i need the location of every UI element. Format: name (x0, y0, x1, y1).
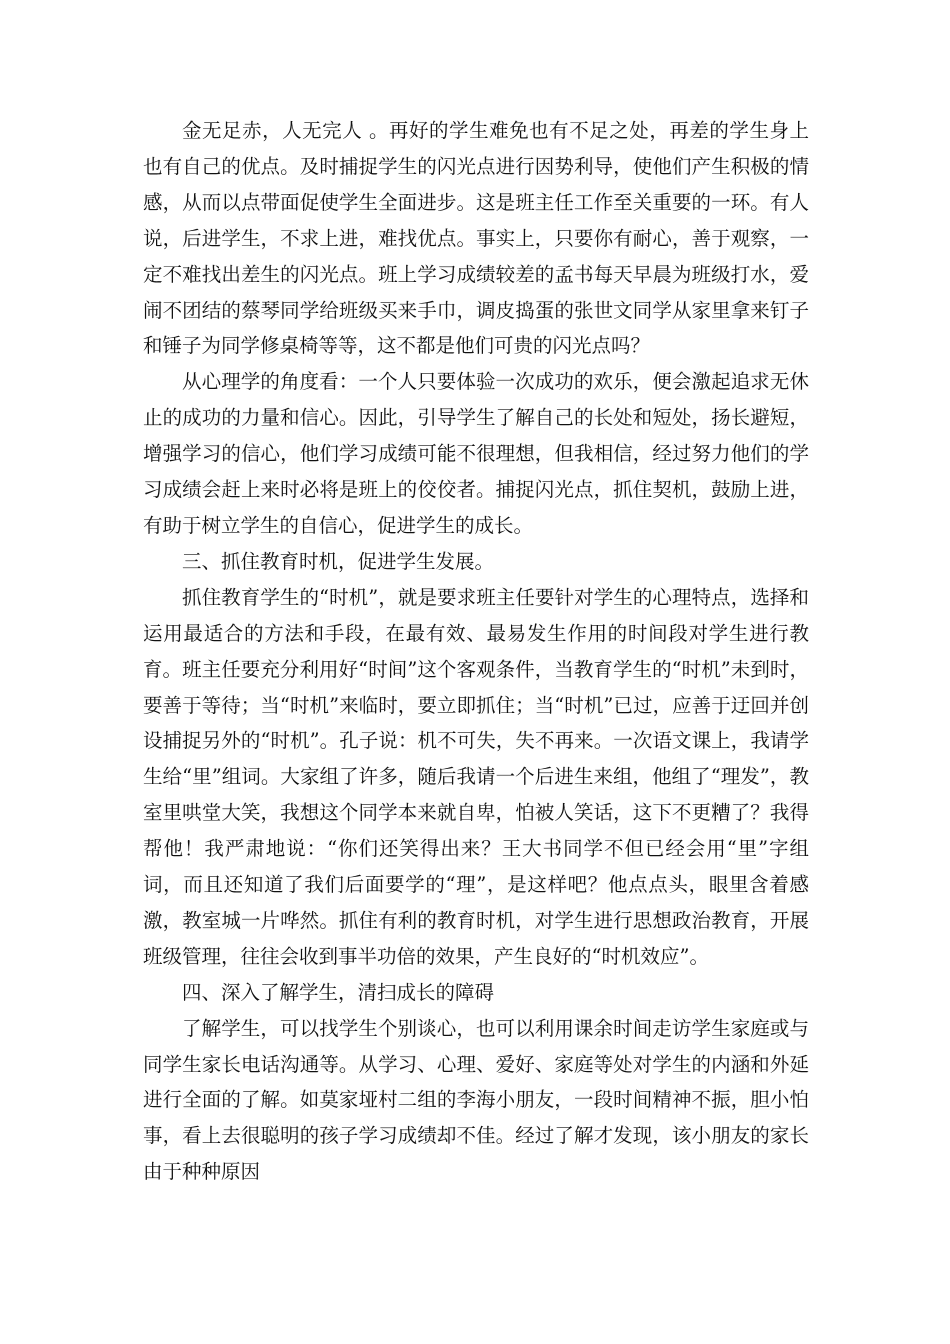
paragraph-understand-students: 了解学生，可以找学生个别谈心，也可以利用课余时间走访学生家庭或与同学生家长电话沟通等。从学习、心理、爱好、家庭等处对学生的内涵和外延进行全面的了解。如莫家垭村二组的李海小朋友，一段时间精神不振，胆小怕事，看上去很聪明的孩子学习成绩却不佳。经过了解才发现，该小朋友的家长由于种种原因 (143, 1016, 809, 1184)
section-heading-four: 四、深入了解学生，清扫成长的障碍 (182, 980, 495, 1004)
section-heading-three: 三、抓住教育时机，促进学生发展。 (182, 549, 495, 573)
paragraph-education-timing: 抓住教育学生的“时机”，就是要求班主任要针对学生的心理特点，选择和运用最适合的方法和手段，在最有效、最易发生作用的时间段对学生进行教育。班主任要充分利用好“时间”这个客观条件，当教育学生的“时机”未到时，要善于等待；当“时机”来临时，要立即抓住；当“时机”已过，应善于迂回并创设捕捉另外的“时机”。孔子说：机不可失，失不再来。一次语文课上，我请学生给“里”组词。大家组了许多，随后我请一个后进生来组，他组了“理发”，教室里哄堂大笑，我想这个同学本来就自卑，怕被人笑话，这下不更糟了？我得帮他！我严肃地说：“你们还笑得出来？王大书同学不但已经会用“里”字组词，而且还知道了我们后面要学的“理”，是这样吧？他点点头，眼里含着感激，教室城一片哗然。抓住有利的教育时机，对学生进行思想政治教育，开展班级管理，往往会收到事半功倍的效果，产生良好的“时机效应”。 (143, 585, 809, 968)
paragraph-psychology-view: 从心理学的角度看：一个人只要体验一次成功的欢乐，便会激起追求无休止的成功的力量和信心。因此，引导学生了解自己的长处和短处，扬长避短，增强学习的信心，他们学习成绩可能不很理想，但我相信，经过努力他们的学习成绩会赶上来时必将是班上的佼佼者。捕捉闪光点，抓住契机，鼓励上进，有助于树立学生的自信心，促进学生的成长。 (143, 370, 809, 537)
document-body (143, 113, 809, 1190)
paragraph-gold-no-perfect: 金无足赤，人无完人 。再好的学生难免也有不足之处，再差的学生身上也有自己的优点。及时捕捉学生的闪光点进行因势利导，使他们产生积极的情感，从而以点带面促使学生全面进步。这是班主任工作至关重要的一环。有人说，后进学生，不求上进，难找优点。事实上，只要你有耐心，善于观察，一定不难找出差生的闪光点。班上学习成绩较差的孟书每天早晨为班级打水，爱闹不团结的蔡琴同学给班级买来手巾，调皮捣蛋的张世文同学从家里拿来钉子和锤子为同学修桌椅等等，这不都是他们可贵的闪光点吗？ (143, 119, 809, 358)
